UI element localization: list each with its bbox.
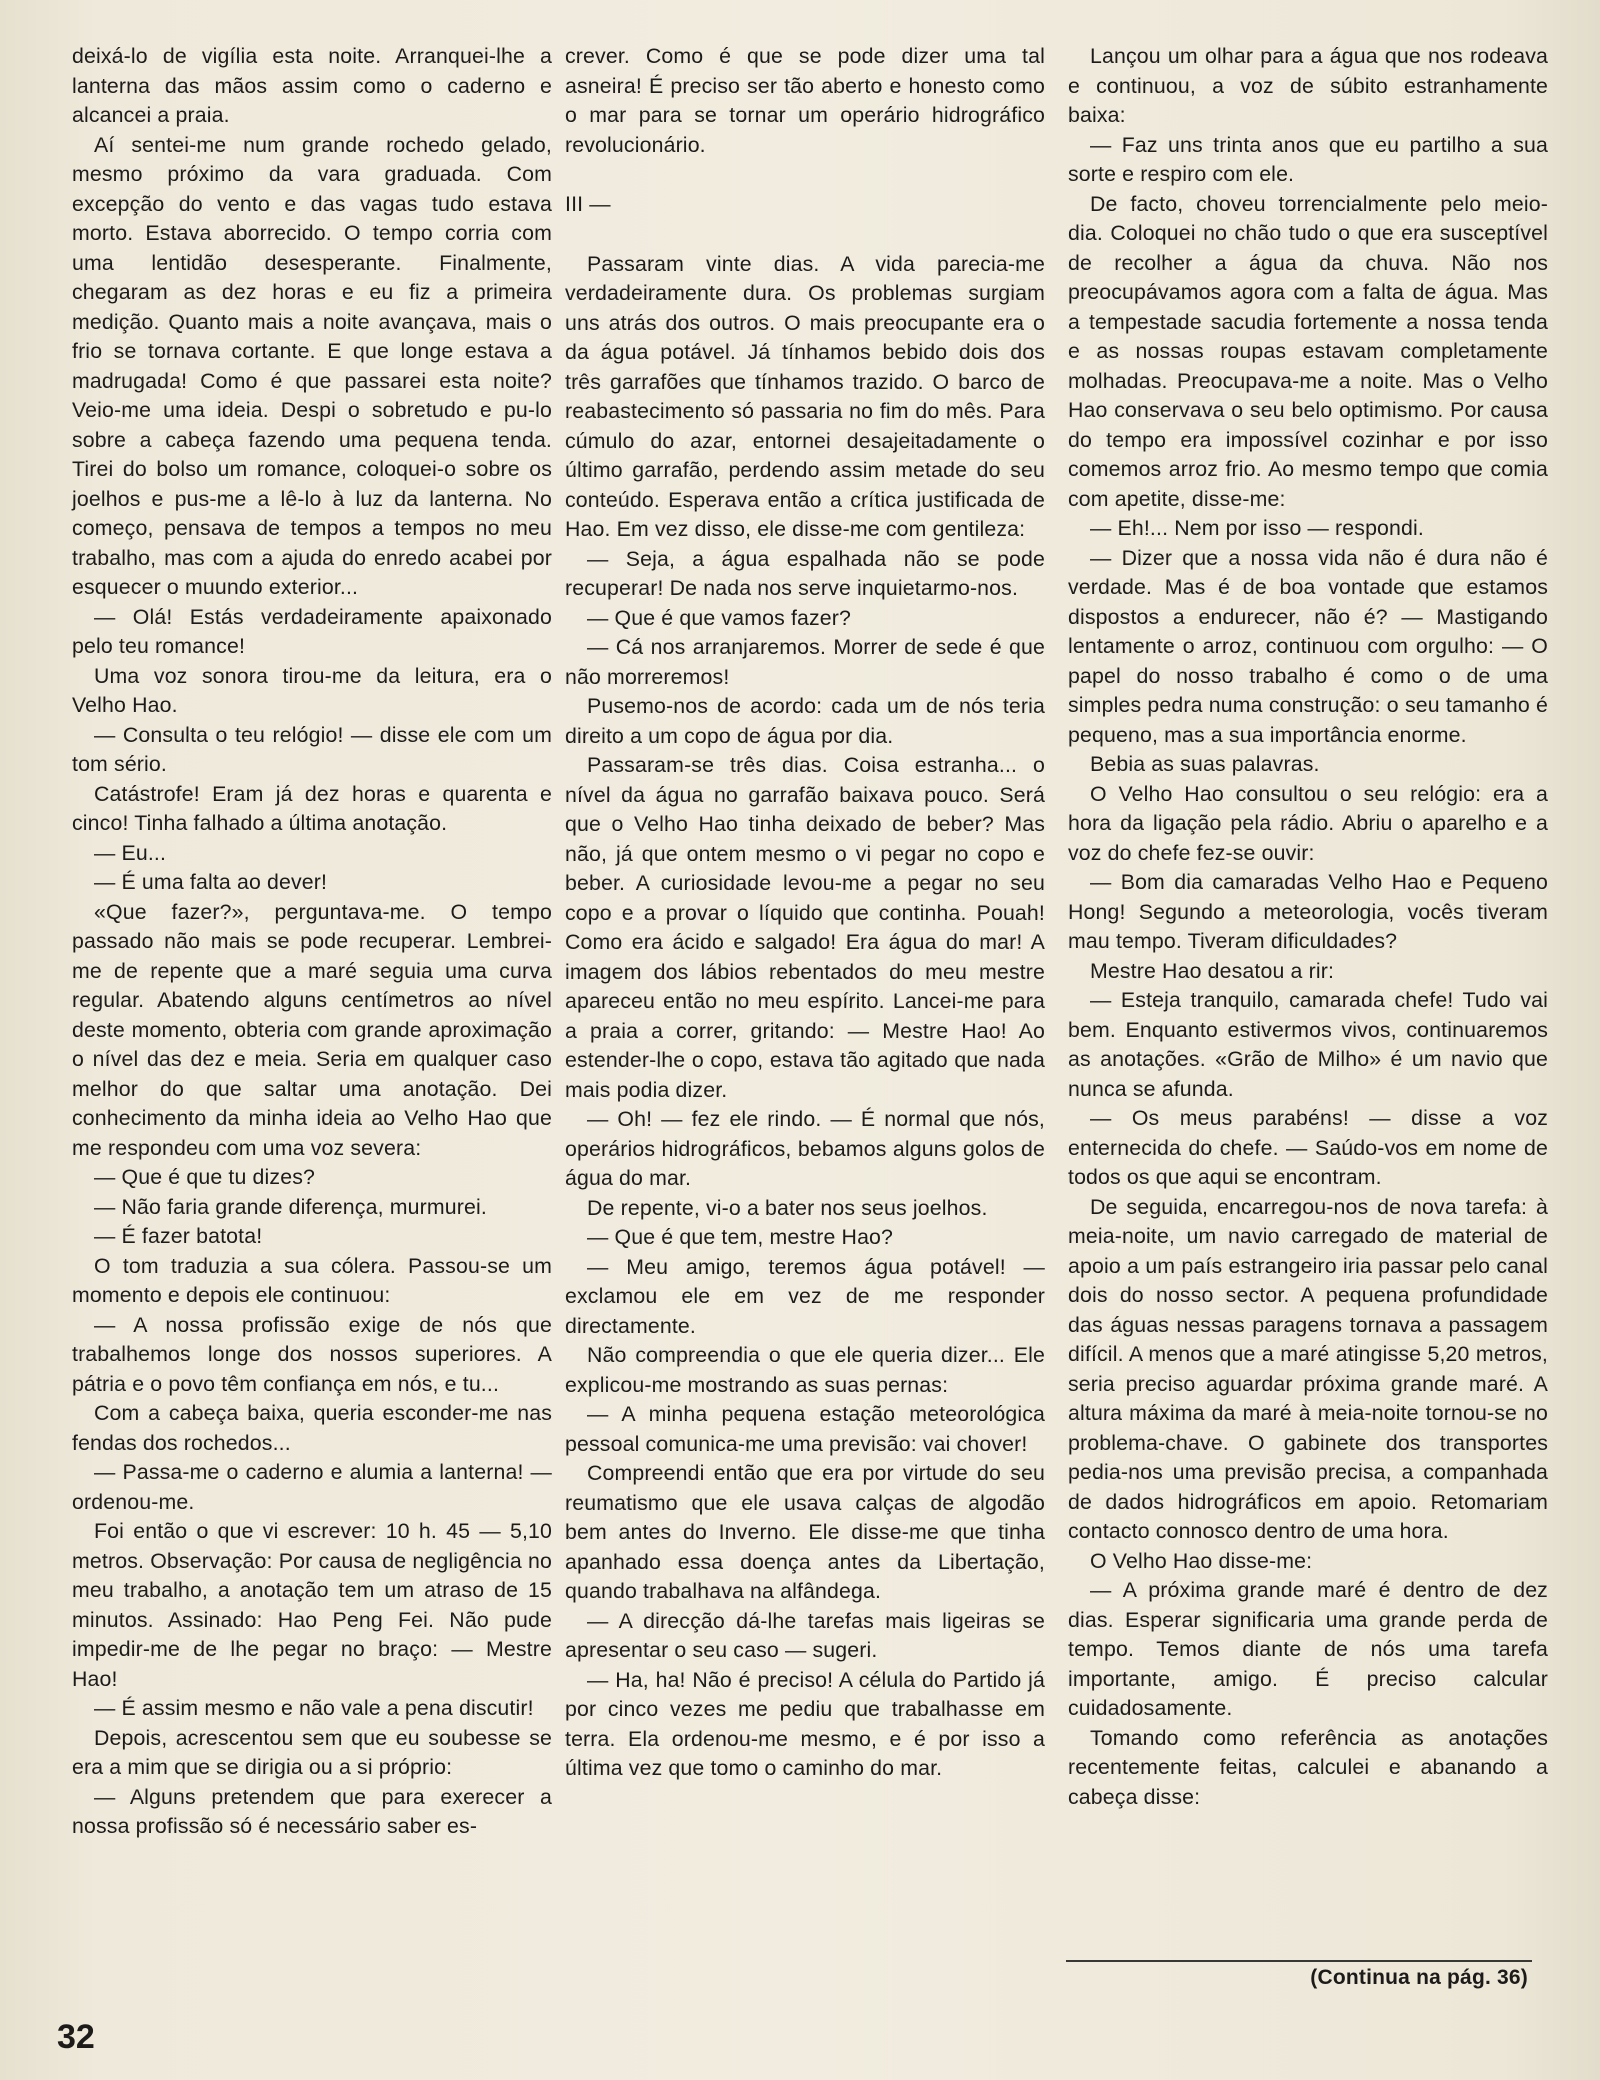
paragraph: deixá-lo de vigília esta noite. Arranquei-lhe a lanterna das mãos assim como o caderno e alcancei a praia. xyxy=(72,44,552,127)
paragraph: — Meu amigo, teremos água potável! — exclamou ele em vez de me responder directamente. xyxy=(565,1254,1045,1338)
paragraph: O tom traduzia a sua cólera. Passou-se um momento e depois ele continuou: xyxy=(72,1253,552,1307)
paragraph: III — xyxy=(565,192,611,216)
paragraph: — A minha pequena estação meteorológica pessoal comunica-me uma previsão: vai chover! xyxy=(565,1402,1045,1456)
paragraph: Lançou um olhar para a água que nos rodeava e continuou, a voz de súbito estranhamente baixa: xyxy=(1068,44,1548,127)
paragraph: Uma voz sonora tirou-me da leitura, era o Velho Hao. xyxy=(72,663,552,717)
paragraph: Bebia as suas palavras. xyxy=(1090,752,1320,776)
paragraph: De seguida, encarregou-nos de nova tarefa: à meia-noite, um navio carregado de material de apoio a um país estrangeiro iria passar pelo canal dois do nosso sector. A pequena profundidade das águas nessas paragens tornava a passagem difícil. A menos que a maré atingisse 5,20 metros, seria preciso aguardar próxima grande maré. A altura máxima da maré à meia-noite tornou-se no problema-chave. O gabinete dos transportes pedia-nos uma previsão precisa, a companhada de dados hidrográficos em apoio. Retomariam contacto connosco dentro de uma hora. xyxy=(1068,1194,1548,1543)
paragraph: — Consulta o teu relógio! — disse ele com um tom sério. xyxy=(72,722,552,776)
paragraph: Depois, acrescentou sem que eu soubesse se era a mim que se dirigia ou a si próprio: xyxy=(72,1725,552,1779)
paragraph: — Seja, a água espalhada não se pode recuperar! De nada nos serve inquietarmo-nos. xyxy=(565,546,1045,600)
paragraph: — Cá nos arranjaremos. Morrer de sede é que não morreremos! xyxy=(565,635,1045,689)
paragraph: — Faz uns trinta anos que eu partilho a sua sorte e respiro com ele. xyxy=(1068,132,1548,186)
paragraph: Mestre Hao desatou a rir: xyxy=(1090,958,1335,983)
paragraph: — Não faria grande diferença, murmurei. xyxy=(94,1194,487,1219)
page-number: 32 xyxy=(57,2018,95,2056)
paragraph: — Que é que tem, mestre Hao? xyxy=(587,1225,894,1249)
paragraph: Com a cabeça baixa, queria esconder-me nas fendas dos rochedos... xyxy=(72,1401,552,1455)
paragraph: — É fazer batota! xyxy=(94,1224,263,1248)
paragraph: — Que é que tu dizes? xyxy=(94,1165,315,1189)
paragraph: Tomando como referência as anotações recentemente feitas, calculei e abanando a cabeça disse: xyxy=(1068,1725,1548,1809)
paragraph: — A próxima grande maré é dentro de dez dias. Esperar significaria uma grande perda de tempo. Temos diante de nós uma tarefa importante, amigo. É preciso calcular cuidadosamente. xyxy=(1068,1578,1548,1720)
paragraph: — Oh! — fez ele rindo. — É normal que nós, operários hidrográficos, bebamos alguns golos de água do mar. xyxy=(565,1107,1045,1190)
paragraph: — É assim mesmo e não vale a pena discutir! xyxy=(94,1696,534,1720)
paragraph: «Que fazer?», perguntava-me. O tempo passado não mais se pode recuperar. Lembrei-me de repente que a maré seguia uma curva regular. Abatendo alguns centímetros ao nível deste momento, obteria com grande aproximação o nível das dez e meia. Seria em qualquer caso melhor do que saltar uma anotação. Dei conhecimento da minha ideia ao Velho Hao que me respondeu com uma voz severa: xyxy=(72,899,552,1160)
paragraph: Catástrofe! Eram já dez horas e quarenta e cinco! Tinha falhado a última anotação. xyxy=(72,781,552,835)
paragraph: O Velho Hao disse-me: xyxy=(1090,1548,1313,1573)
paragraph: Não compreendia o que ele queria dizer... Ele explicou-me mostrando as suas pernas: xyxy=(565,1343,1045,1397)
continuation-note: (Continua na pág. 36) xyxy=(1310,1966,1528,1989)
paragraph: — Dizer que a nossa vida não é dura não é verdade. Mas é de boa vontade que estamos dispostos a endurecer, não é? — Mastigando lentamente o arroz, continuou com orgulho: — O papel do nosso trabalho é como o de uma simples pedra numa construção: o seu tamanho é pequeno, mas a sua importância enorme. xyxy=(1068,545,1548,747)
paragraph: Foi então o que vi escrever: 10 h. 45 — 5,10 metros. Observação: Por causa de negligência no meu trabalho, a anotação tem um atraso de 15 minutos. Assinado: Hao Peng Fei. Não pude impedir-me de lhe pegar no braço: — Mestre Hao! xyxy=(72,1519,552,1691)
paragraph: — Eh!... Nem por isso — respondi. xyxy=(1090,516,1424,540)
paragraph: — Alguns pretendem que para exerecer a nossa profissão só é necessário saber es- xyxy=(72,1784,552,1838)
paragraph: Compreendi então que era por virtude do seu reumatismo que ele usava calças de algodão bem antes do Inverno. Ele disse-me que tinha apanhado essa doença antes da Libertação, quando trabalhava na alfândega. xyxy=(565,1461,1045,1603)
paragraph: O Velho Hao consultou o seu relógio: era a hora da ligação pela rádio. Abriu o aparelho e a voz do chefe fez-se ouvir: xyxy=(1068,781,1548,865)
paragraph: — É uma falta ao dever! xyxy=(94,870,328,894)
text-column-1 xyxy=(72,42,552,1842)
paragraph: Passaram vinte dias. A vida parecia-me verdadeiramente dura. Os problemas surgiam uns atrás dos outros. O mais preocupante era o da água potável. Já tínhamos bebido dois dos três garrafões que tínhamos trazido. O barco de reabastecimento só passaria no fim do mês. Para cúmulo do azar, entornei desajeitadamente o último garrafão, perdendo assim metade do seu conteúdo. Esperava então a crítica justificada de Hao. Em vez disso, ele disse-me com gentileza: xyxy=(565,251,1045,541)
paragraph: crever. Como é que se pode dizer uma tal asneira! É preciso ser tão aberto e honesto como o mar para se tornar um operário hidrográfico revolucionário. xyxy=(565,44,1045,157)
text-column-2 xyxy=(565,42,1045,1784)
paragraph: Passaram-se três dias. Coisa estranha... o nível da água no garrafão baixava pouco. Será que o Velho Hao tinha deixado de beber? Mas não, já que ontem mesmo o vi pegar no copo e beber. A curiosidade levou-me a pegar no seu copo e a provar o líquido que continha. Pouah! Como era ácido e salgado! Era água do mar! A imagem dos lábios rebentados do meu mestre apareceu então no meu espírito. Lancei-me para a praia a correr, gritando: — Mestre Hao! Ao estender-lhe o copo, estava tão agitado que nada mais podia dizer. xyxy=(565,753,1045,1102)
paragraph: — Os meus parabéns! — disse a voz enternecida do chefe. — Saúdo-vos em nome de todos os que aqui se encontram. xyxy=(1068,1106,1548,1189)
paragraph: De facto, choveu torrencialmente pelo meio-dia. Coloquei no chão tudo o que era susceptível de recolher a água da chuva. Não nos preocupávamos agora com a falta de água. Mas a tempestade sacudia fortemente a nossa tenda e as nossas roupas estavam completamente molhadas. Preocupava-me a noite. Mas o Velho Hao conservava o seu belo optimismo. Por causa do tempo era impossível cozinhar e por isso comemos arroz frio. Ao mesmo tempo que comia com apetite, disse-me: xyxy=(1068,191,1548,511)
paragraph: De repente, vi-o a bater nos seus joelhos. xyxy=(587,1195,988,1220)
text-column-3 xyxy=(1068,42,1548,1812)
paragraph: — Olá! Estás verdadeiramente apaixonado pelo teu romance! xyxy=(72,604,552,658)
paragraph: Aí sentei-me num grande rochedo gelado, mesmo próximo da vara graduada. Com excepção do vento e das vagas tudo estava morto. Estava aborrecido. O tempo corria com uma lentidão desesperante. Finalmente, chegaram as dez horas e eu fiz a primeira medição. Quanto mais a noite avançava, mais o frio se tornava cortante. E que longe estava a madrugada! Como é que passarei esta noite? Veio-me uma ideia. Despi o sobretudo e pu-lo sobre a cabeça fazendo uma pequena tenda. Tirei do bolso um romance, coloquei-o sobre os joelhos e pus-me a lê-lo à luz da lanterna. No começo, pensava de tempos a tempos no meu trabalho, mas com a ajuda do enredo acabei por esquecer o muundo exterior... xyxy=(72,132,552,599)
paragraph: — Ha, ha! Não é preciso! A célula do Partido já por cinco vezes me pediu que trabalhasse em terra. Ela ordenou-me mesmo, e é por isso a última vez que tomo o caminho do mar. xyxy=(565,1667,1045,1780)
paragraph: Pusemo-nos de acordo: cada um de nós teria direito a um copo de água por dia. xyxy=(565,694,1045,748)
paragraph: — Esteja tranquilo, camarada chefe! Tudo vai bem. Enquanto estivermos vivos, continuaremos as anotações. «Grão de Milho» é um navio que nunca se afunda. xyxy=(1068,988,1548,1101)
paragraph: — A nossa profissão exige de nós que trabalhemos longe dos nossos superiores. A pátria e o povo têm confiança em nós, e tu... xyxy=(72,1312,552,1396)
paragraph: — Que é que vamos fazer? xyxy=(587,605,852,630)
footer-rule xyxy=(1066,1960,1532,1962)
paragraph: — Eu... xyxy=(94,840,167,865)
paragraph: — Bom dia camaradas Velho Hao e Pequeno Hong! Segundo a meteorologia, vocês tiveram mau tempo. Tiveram dificuldades? xyxy=(1068,870,1548,953)
paragraph: — Passa-me o caderno e alumia a lanterna! — ordenou-me. xyxy=(72,1460,552,1514)
paragraph: — A direcção dá-lhe tarefas mais ligeiras se apresentar o seu caso — sugeri. xyxy=(565,1608,1045,1662)
